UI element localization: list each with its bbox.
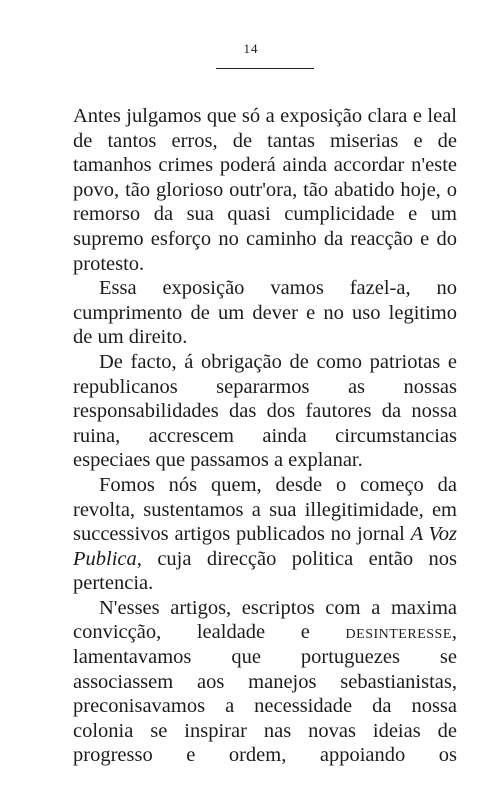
paragraph-5 (73, 596, 457, 768)
paragraph-5-text-before: N'esses artigos, escriptos com a maxima convicção, lealdade e (73, 596, 457, 644)
emphasis-small-caps: desinteresse (345, 621, 452, 644)
paragraph-4-text-before: Fomos nós quem, desde o começo da revolta, sustentamos a sua illegitimidade, em successivos artigos publicados no jornal (73, 473, 457, 546)
paragraph-3: De facto, á obrigação de como patriotas e republicanos separarmos as nossas responsabilidades das dos fautores da nossa ruina, accrescem ainda circumstancias especiaes que passamos a explanar. (73, 350, 457, 472)
page-number: 14 (243, 41, 259, 56)
header-rule (216, 68, 314, 69)
paragraph-4 (73, 473, 457, 596)
paragraph-4-text-after: , cuja direcção politica então nos pertencia. (73, 547, 457, 595)
body-text (73, 104, 457, 768)
paragraph-5-text-after: , lamentavamos que portuguezes se associassem aos manejos sebastianistas, preconisavamos a necessidade da nossa colonia se inspirar nas novas ideias de progresso e ordem, appoiando os (73, 621, 457, 767)
paragraph-2: Essa exposição vamos fazel-a, no cumprimento de um dever e no uso legitimo de um direito. (73, 277, 457, 349)
newspaper-title: A Voz Publica (73, 523, 457, 570)
paragraph-1: Antes julgamos que só a exposição clara e leal de tantos erros, de tantas miserias e de tamanhos crimes poderá ainda accordar n'este povo, tão glorioso outr'ora, tão abatido hoje, o remorso da sua quasi cumplicidade e um supremo esforço no caminho da reacção e do protesto. (73, 105, 457, 275)
